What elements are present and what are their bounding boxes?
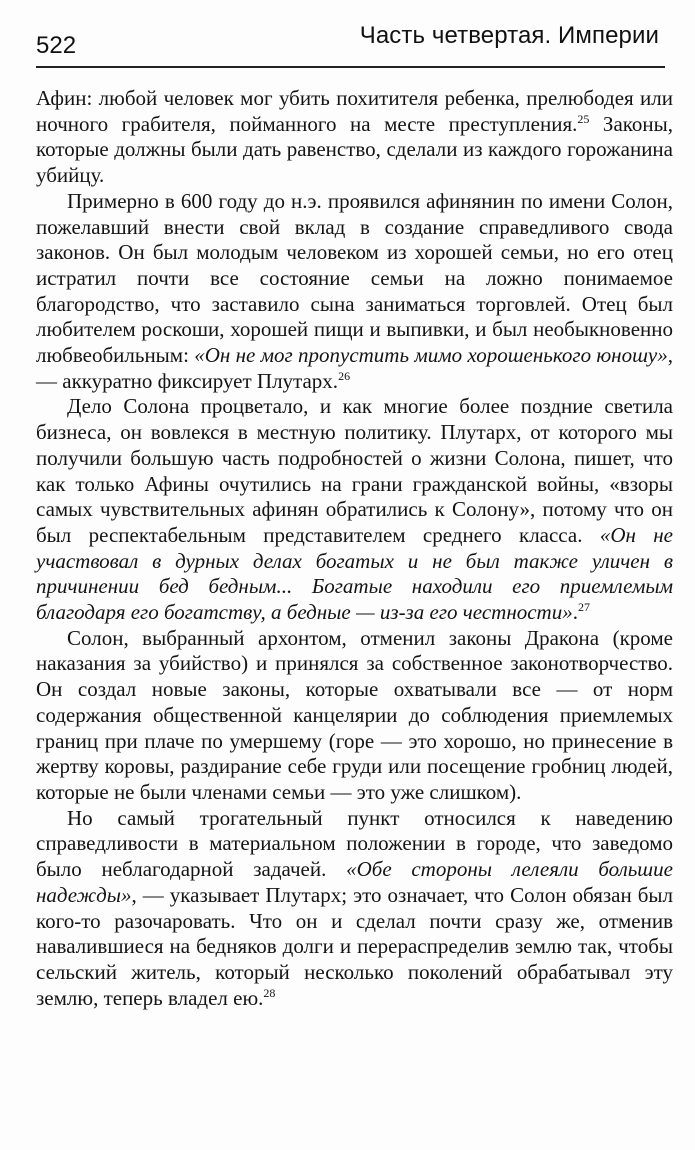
text-run: . (572, 600, 578, 625)
quote-italic: «Он не участвовал в дурных делах богатых и не был также уличен в причинении бед бедным... Богатые находили его приемлемым благодаря его богатству, а бедные — из-за его честности» (36, 522, 673, 625)
paragraph (36, 626, 673, 806)
text-run: Примерно в 600 году до н.э. проявился афинянин по имени Солон, пожелавший внести свой вклад в создание справедливого свода законов. Он был молодым человеком из хорошей семьи, но его отец истратил почти все состояние семьи на ложно понимаемое благородство, что заставило сына заниматься торговлей. Отец был любителем роскоши, хорошей пищи и выпивки, и был необыкновенно любвеобильным: (36, 188, 673, 368)
page-header (36, 18, 665, 66)
body-text (36, 86, 673, 1011)
text-run: Солон, выбранный архонтом, отменил законы Дракона (кроме наказания за убийство) и принялся за собственное законотворчество. Он создал новые законы, которые охватывали все — от норм содержания общественной канцелярии до соблюдения приемлемых границ при плаче по умершему (горе — это хорошо, но принесение в жертву коровы, раздирание себе груди или посещение гробниц людей, которые не были членами семьи — это уже слишком). (36, 625, 673, 804)
quote-italic: «Обе стороны лелеяли большие надежды» (36, 857, 673, 907)
text-run: Законы, которые должны были дать равенство, сделали из каждого горожанина убийцу. (36, 111, 674, 188)
running-title: Часть четвертая. Империи (359, 22, 659, 49)
footnote-ref: 26 (338, 368, 351, 383)
quote-italic: «Он не мог пропустить мимо хорошенького юношу» (194, 343, 668, 368)
page-number: 522 (36, 32, 77, 59)
text-run: , — аккуратно фиксирует Плутарх. (36, 343, 674, 393)
text-run: , — указывает Плутарх; это означает, что Солон обязан был кого-то разочаровать. Что он и сделал почти сразу же, отменив навалившиеся на бедняков долги и перераспределив землю так, чтобы сельский житель, который несколько поколений обрабатывал эту землю, теперь владел ею. (36, 882, 673, 1010)
footnote-ref: 27 (577, 600, 590, 615)
paragraph (36, 394, 673, 625)
footnote-ref: 28 (263, 985, 276, 1000)
text-run: Дело Солона процветало, и как многие более поздние светила бизнеса, он вовлекся в местную политику. Плутарх, от которого мы получили большую часть подробностей о жизни Солона, пишет, что как только Афины очутились на грани гражданской войны, «взоры самых чувствительных афинян обратились к Солону», потому что он был респектабельным представителем среднего класса. (36, 394, 673, 547)
paragraph (36, 806, 673, 1012)
text-run: Но самый трогательный пункт относился к наведению справедливости в материальном положении в городе, что заведомо было неблагодарной задачей. (36, 805, 673, 882)
paragraph (36, 86, 673, 189)
header-rule (36, 66, 665, 68)
footnote-ref: 25 (577, 111, 590, 126)
paragraph (36, 189, 673, 395)
text-run: Афин: любой человек мог убить похитителя ребенка, прелюбодея или ночного грабителя, пойманного на месте преступления. (36, 86, 673, 136)
